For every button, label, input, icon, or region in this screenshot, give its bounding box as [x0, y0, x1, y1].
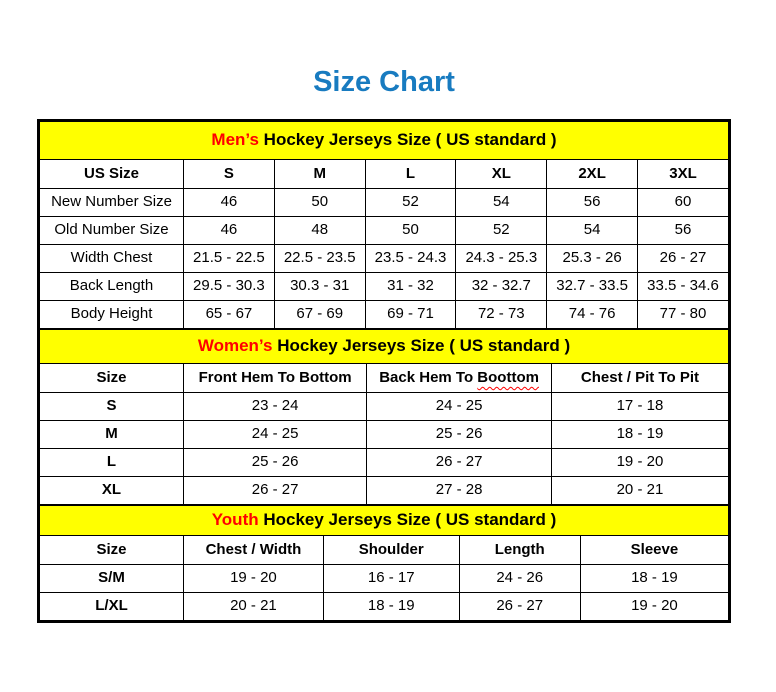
size-value-cell: 29.5 - 30.3 [184, 273, 275, 301]
column-header-3xl: 3XL [638, 160, 729, 189]
row-label: Old Number Size [40, 217, 184, 245]
size-value-cell: 25 - 26 [367, 421, 552, 449]
table-row-youth-lxl [40, 593, 729, 621]
column-header-xl: XL [456, 160, 547, 189]
size-value-cell: 54 [456, 189, 547, 217]
row-label: XL [40, 477, 184, 505]
mens-section-header-row [40, 122, 729, 160]
table-row-old-number-size [40, 217, 729, 245]
size-value-cell: 27 - 28 [367, 477, 552, 505]
column-header-shoulder: Shoulder [323, 536, 459, 565]
size-value-cell: 20 - 21 [184, 593, 324, 621]
table-row-back-length [40, 273, 729, 301]
table-row-women-s [40, 393, 729, 421]
mens-size-table [39, 121, 729, 329]
table-row-body-height [40, 301, 729, 329]
size-value-cell: 19 - 20 [551, 449, 728, 477]
page-title: Size Chart [313, 66, 455, 98]
size-value-cell: 24 - 25 [367, 393, 552, 421]
size-value-cell: 72 - 73 [456, 301, 547, 329]
size-value-cell: 30.3 - 31 [274, 273, 365, 301]
size-value-cell: 19 - 20 [580, 593, 728, 621]
size-value-cell: 20 - 21 [551, 477, 728, 505]
size-value-cell: 48 [274, 217, 365, 245]
size-value-cell: 24 - 26 [459, 565, 580, 593]
table-row-women-xl [40, 477, 729, 505]
size-value-cell: 26 - 27 [184, 477, 367, 505]
size-value-cell: 54 [547, 217, 638, 245]
size-value-cell: 23.5 - 24.3 [365, 245, 456, 273]
size-value-cell: 67 - 69 [274, 301, 365, 329]
size-value-cell: 22.5 - 23.5 [274, 245, 365, 273]
table-row-width-chest [40, 245, 729, 273]
youth-section-title: Hockey Jerseys Size ( US standard ) [258, 510, 557, 530]
row-label: L/XL [40, 593, 184, 621]
womens-column-header-row [40, 364, 729, 393]
size-value-cell: 18 - 19 [551, 421, 728, 449]
column-header-sleeve: Sleeve [580, 536, 728, 565]
size-value-cell: 77 - 80 [638, 301, 729, 329]
column-header-length: Length [459, 536, 580, 565]
size-value-cell: 46 [184, 217, 275, 245]
table-row-youth-sm [40, 565, 729, 593]
size-value-cell: 24 - 25 [184, 421, 367, 449]
size-value-cell: 69 - 71 [365, 301, 456, 329]
table-row-new-number-size [40, 189, 729, 217]
size-value-cell: 60 [638, 189, 729, 217]
back-hem-label-prefix: Back Hem To [379, 368, 478, 386]
size-value-cell: 16 - 17 [323, 565, 459, 593]
womens-section-highlight: Women’s [197, 336, 273, 356]
row-label: Width Chest [40, 245, 184, 273]
row-label: L [40, 449, 184, 477]
column-header-us-size: US Size [40, 160, 184, 189]
mens-section-highlight: Men’s [211, 130, 259, 150]
table-row-women-m [40, 421, 729, 449]
size-value-cell: 19 - 20 [184, 565, 324, 593]
size-value-cell: 17 - 18 [551, 393, 728, 421]
size-value-cell: 74 - 76 [547, 301, 638, 329]
mens-column-header-row [40, 160, 729, 189]
size-value-cell: 26 - 27 [638, 245, 729, 273]
womens-size-table [39, 329, 729, 505]
size-value-cell: 31 - 32 [365, 273, 456, 301]
column-header-back-hem [367, 364, 552, 393]
size-value-cell: 21.5 - 22.5 [184, 245, 275, 273]
size-value-cell: 25 - 26 [184, 449, 367, 477]
row-label: Body Height [40, 301, 184, 329]
youth-section-header [40, 506, 729, 536]
size-value-cell: 56 [547, 189, 638, 217]
column-header-size: Size [40, 536, 184, 565]
size-value-cell: 33.5 - 34.6 [638, 273, 729, 301]
youth-column-header-row [40, 536, 729, 565]
size-value-cell: 25.3 - 26 [547, 245, 638, 273]
row-label: New Number Size [40, 189, 184, 217]
youth-section-header-row [40, 506, 729, 536]
womens-section-title: Hockey Jerseys Size ( US standard ) [272, 336, 571, 356]
size-value-cell: 32.7 - 33.5 [547, 273, 638, 301]
column-header-2xl: 2XL [547, 160, 638, 189]
column-header-size: Size [40, 364, 184, 393]
column-header-chest-pit: Chest / Pit To Pit [551, 364, 728, 393]
size-value-cell: 24.3 - 25.3 [456, 245, 547, 273]
column-header-front-hem: Front Hem To Bottom [184, 364, 367, 393]
mens-section-title: Hockey Jerseys Size ( US standard ) [258, 130, 557, 150]
size-value-cell: 52 [456, 217, 547, 245]
size-value-cell: 26 - 27 [367, 449, 552, 477]
size-value-cell: 50 [274, 189, 365, 217]
size-value-cell: 56 [638, 217, 729, 245]
size-value-cell: 32 - 32.7 [456, 273, 547, 301]
mens-section-header [40, 122, 729, 160]
back-hem-label-misspelled: Boottom [477, 368, 539, 386]
size-value-cell: 46 [184, 189, 275, 217]
size-value-cell: 26 - 27 [459, 593, 580, 621]
size-value-cell: 23 - 24 [184, 393, 367, 421]
size-chart-container [37, 119, 731, 623]
size-value-cell: 18 - 19 [580, 565, 728, 593]
column-header-m: M [274, 160, 365, 189]
row-label: Back Length [40, 273, 184, 301]
column-header-l: L [365, 160, 456, 189]
row-label: M [40, 421, 184, 449]
youth-section-highlight: Youth [211, 510, 259, 530]
column-header-s: S [184, 160, 275, 189]
table-row-women-l [40, 449, 729, 477]
row-label: S/M [40, 565, 184, 593]
row-label: S [40, 393, 184, 421]
size-value-cell: 65 - 67 [184, 301, 275, 329]
womens-section-header-row [40, 330, 729, 364]
womens-section-header [40, 330, 729, 364]
size-value-cell: 52 [365, 189, 456, 217]
size-value-cell: 18 - 19 [323, 593, 459, 621]
column-header-chest-width: Chest / Width [184, 536, 324, 565]
youth-size-table [39, 505, 729, 621]
size-value-cell: 50 [365, 217, 456, 245]
